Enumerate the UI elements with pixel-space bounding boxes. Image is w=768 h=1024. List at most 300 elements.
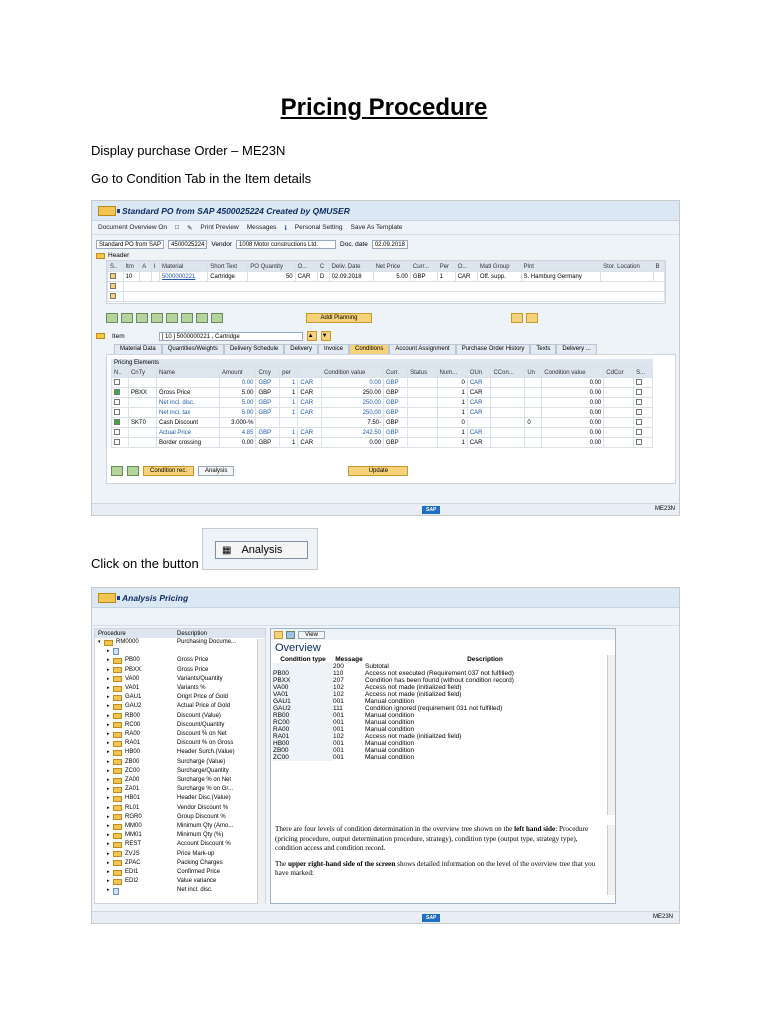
collapse-icon[interactable]	[526, 313, 538, 323]
pe-cv2: 0.00	[542, 438, 604, 448]
pe-col-header[interactable]: OUn	[467, 368, 491, 378]
item-col-header[interactable]: A	[140, 262, 151, 272]
procedure-code: EDI1	[125, 869, 139, 876]
pe-oun: CAR	[467, 428, 491, 438]
item-col-header[interactable]: Plnt	[521, 262, 601, 272]
item-col-header[interactable]: S..	[108, 262, 124, 272]
overview-row[interactable]	[273, 726, 605, 733]
tab-quantities-weights[interactable]: Quantities/Weights	[162, 344, 224, 354]
tab-delivery-[interactable]: Delivery ...	[556, 344, 596, 354]
tree-node[interactable]	[95, 647, 265, 656]
procedure-code: PBXX	[125, 666, 142, 673]
condition-type: ZB00	[273, 747, 333, 754]
window-title-bar	[92, 201, 679, 221]
row-status-icon	[114, 389, 120, 395]
procedure-description: Surcharge % on Gr...	[177, 786, 234, 793]
expand-arrow-icon[interactable]: ▸	[107, 767, 110, 774]
tab-invoice[interactable]: Invoice	[318, 344, 349, 354]
tab-purchase-order-history[interactable]: Purchase Order History	[456, 344, 531, 354]
po-quantity: 50	[248, 272, 295, 282]
table-icon: ▦	[222, 544, 232, 556]
pe-per: 1	[280, 428, 298, 438]
tree-node[interactable]	[95, 868, 265, 877]
tab-material-data[interactable]: Material Data	[114, 344, 162, 354]
pe-cval: 250.00	[322, 408, 384, 418]
pe-col-header[interactable]: CCon...	[491, 368, 525, 378]
expand-arrow-icon[interactable]: ▸	[107, 721, 110, 728]
item-col-header[interactable]: C	[317, 262, 329, 272]
procedure-description: Purchasing Docume...	[177, 639, 237, 645]
expand-arrow-icon[interactable]: ▸	[107, 685, 110, 692]
pe-uom: CAR	[298, 428, 322, 438]
detail-icon[interactable]	[106, 313, 118, 323]
pe-name: Cash Discount	[157, 418, 220, 428]
expand-arrow-icon[interactable]: ▸	[107, 731, 110, 738]
item-col-header[interactable]: B	[653, 262, 664, 272]
procedure-col: Procedure	[98, 630, 126, 637]
procedure-description: Surcharge % on Net	[177, 777, 232, 784]
prev-item-button[interactable]: ▲	[307, 331, 317, 341]
procedure-code: RC00	[125, 721, 141, 728]
expand-arrow-icon[interactable]: ▸	[107, 648, 110, 655]
tree-node[interactable]	[95, 666, 265, 675]
folder-icon	[113, 842, 122, 848]
pe-col-header[interactable]: Crcy	[256, 368, 280, 378]
procedure-description: Price Mark-up	[177, 850, 215, 857]
message-code: 001	[333, 719, 344, 726]
row-status-icon	[114, 399, 120, 405]
condition-type: PB00	[273, 670, 333, 677]
condition-type: ZC00	[273, 754, 333, 761]
item-overview-table	[106, 260, 666, 304]
expand-arrow-icon[interactable]: ▸	[107, 869, 110, 876]
doc-overview-button[interactable]: Document Overview On	[98, 224, 167, 231]
expand-arrow-icon[interactable]: ▸	[107, 878, 110, 885]
procedure-description: Actual Price of Gold	[177, 703, 231, 710]
pe-cnty: PBXX	[128, 388, 156, 398]
vendor-label: Vendor	[211, 240, 233, 248]
expand-tree-icon[interactable]	[274, 631, 283, 639]
info-paragraph-1: There are four levels of condition determination in the overview tree shown on the left hand side: Procedure (pricing procedure, output determination procedure, strategy), condition type (output type, strategy type), condition access and condition record.	[275, 825, 589, 852]
message-code: 001	[333, 740, 344, 747]
addl-planning-button[interactable]: Addl Planning	[306, 313, 372, 323]
procedure-code: MM00	[125, 823, 142, 830]
info-paragraph-2: The upper right-hand side of the screen shows detailed information on the level of the overview tree that you have marked:	[275, 859, 596, 877]
tree-node[interactable]	[95, 804, 265, 813]
procedure-code: RA01	[125, 740, 141, 747]
messages-button[interactable]: Messages	[246, 224, 277, 231]
plant: S. Hamburg Germany	[521, 272, 601, 282]
procedure-code: ZPAC	[125, 859, 141, 866]
pricing-row[interactable]	[112, 378, 653, 388]
procedure-description: Origrl Price of Gold	[177, 694, 229, 701]
pe-col-header[interactable]: Amount	[219, 368, 256, 378]
cond-insert-icon[interactable]	[127, 466, 139, 476]
docdate-field[interactable]: 02.09.2018	[372, 240, 408, 249]
transaction-code: ME23N	[654, 506, 675, 512]
item-col-header[interactable]: Short Text	[208, 262, 248, 272]
tree-node[interactable]	[95, 684, 265, 693]
overview-row[interactable]	[273, 698, 605, 705]
condition-type	[273, 663, 333, 670]
print-icon[interactable]	[211, 313, 223, 323]
pricing-row[interactable]	[112, 428, 653, 438]
pe-name	[157, 378, 220, 388]
pe-num: 1	[437, 408, 467, 418]
sort-asc-icon[interactable]	[166, 313, 178, 323]
expand-arrow-icon[interactable]: ▸	[107, 758, 110, 765]
procedure-description: Header Disc.(Value)	[177, 795, 231, 802]
folder-icon	[113, 805, 122, 811]
item-col-header[interactable]: O...	[295, 262, 317, 272]
overview-col-header[interactable]: Message	[335, 656, 363, 663]
expand-arrow-icon[interactable]: ▸	[107, 804, 110, 811]
folder-icon	[113, 704, 122, 710]
overview-col-header[interactable]: Condition type	[280, 656, 326, 663]
pe-col-header[interactable]: Name	[157, 368, 220, 378]
pe-col-header[interactable]: S...	[634, 368, 653, 378]
statistical-checkbox[interactable]	[636, 439, 642, 445]
tab-texts[interactable]: Texts	[530, 344, 556, 354]
copy-icon[interactable]	[151, 313, 163, 323]
condition-type: RB00	[273, 712, 333, 719]
pe-num: 1	[437, 388, 467, 398]
procedure-description: Net incl. disc.	[177, 887, 213, 894]
pe-oun: CAR	[467, 388, 491, 398]
save-template-button[interactable]: Save As Template	[350, 224, 403, 231]
tree-node[interactable]	[95, 794, 265, 803]
procedure-code: HB01	[125, 795, 141, 802]
tree-node[interactable]	[95, 886, 265, 895]
item-col-header[interactable]: Deliv. Date	[329, 262, 373, 272]
overview-row[interactable]	[273, 740, 605, 747]
expand-arrow-icon[interactable]: ▸	[107, 850, 110, 857]
item-col-header[interactable]: PO Quantity	[248, 262, 295, 272]
item-col-header[interactable]: Per	[437, 262, 455, 272]
message-description: Manual condition	[365, 712, 415, 719]
analysis-pricing-window	[91, 587, 680, 924]
tree-node[interactable]	[95, 767, 265, 776]
procedure-description: Discount % on Net	[177, 731, 227, 738]
statistical-checkbox[interactable]	[636, 399, 642, 405]
item-table	[107, 261, 665, 302]
pe-col-header[interactable]: Curr.	[384, 368, 408, 378]
tree-node[interactable]	[95, 730, 265, 739]
procedure-description: Surcharge (Value)	[177, 758, 226, 765]
tree-node[interactable]	[95, 859, 265, 868]
select-all-icon[interactable]	[121, 313, 133, 323]
expand-arrow-icon[interactable]: ▸	[107, 777, 110, 784]
pe-col-header[interactable]: Condition value	[322, 368, 384, 378]
analysis-button-illustration	[202, 528, 318, 570]
statistical-checkbox[interactable]	[636, 419, 642, 425]
item-col-header[interactable]: Stor. Location	[601, 262, 653, 272]
tree-node[interactable]	[95, 638, 265, 647]
tab-delivery-schedule[interactable]: Delivery Schedule	[224, 344, 284, 354]
tree-node[interactable]	[95, 712, 265, 721]
pe-col-header[interactable]: Un	[525, 368, 542, 378]
statistical-checkbox[interactable]	[636, 389, 642, 395]
tab-conditions[interactable]: Conditions	[349, 344, 389, 354]
expand-arrow-icon[interactable]: ▸	[107, 795, 110, 802]
expand-arrow-icon[interactable]: ▸	[107, 740, 110, 747]
pe-cv2: 0.00	[542, 408, 604, 418]
pe-per: 1	[280, 398, 298, 408]
item-col-header[interactable]: Matl Group	[477, 262, 521, 272]
pe-amount: 4.85	[219, 428, 256, 438]
message-code: 207	[333, 677, 344, 684]
procedure-description: Packing Charges	[177, 859, 223, 866]
overview-col-header[interactable]: Description	[467, 656, 503, 663]
procedure-code: MM01	[125, 832, 142, 839]
pe-col-header[interactable]	[298, 368, 322, 378]
tree-node[interactable]	[95, 748, 265, 757]
pe-curr: GBP	[384, 408, 408, 418]
edit-icon[interactable]: ✎	[186, 224, 193, 232]
procedure-code: ZVJS	[125, 850, 140, 857]
tree-node[interactable]	[95, 693, 265, 702]
message-code: 110	[333, 670, 344, 677]
tree-node[interactable]	[95, 877, 265, 886]
overview-row[interactable]	[273, 691, 605, 698]
expand-arrow-icon[interactable]: ▸	[107, 859, 110, 866]
expand-arrow-icon[interactable]: ▸	[107, 786, 110, 793]
message-description: Manual condition	[365, 726, 415, 733]
expand-arrow-icon[interactable]: ▸	[107, 675, 110, 682]
pe-per: 1	[280, 438, 298, 448]
message-code: 001	[333, 698, 344, 705]
expand-arrow-icon[interactable]: ▸	[107, 703, 110, 710]
message-description: Manual condition	[365, 719, 415, 726]
procedure-description: Value variance	[177, 878, 217, 885]
pe-col-header[interactable]: N..	[112, 368, 129, 378]
header-section[interactable]	[92, 251, 679, 260]
overview-row[interactable]	[273, 719, 605, 726]
pe-uom	[298, 418, 322, 428]
tree-node[interactable]	[95, 776, 265, 785]
pe-name: Border crossing	[157, 438, 220, 448]
next-item-button[interactable]: ▼	[321, 331, 331, 341]
order-unit: CAR	[295, 272, 317, 282]
pricing-row[interactable]	[112, 408, 653, 418]
item-number: 10	[123, 272, 140, 282]
procedure-description: Vendor Discount %	[177, 804, 229, 811]
pe-num: 0	[437, 378, 467, 388]
sap-menu-icon-2[interactable]	[98, 593, 116, 603]
condition-type: RA01	[273, 733, 333, 740]
overview-row[interactable]	[273, 670, 605, 677]
filter-icon[interactable]	[196, 313, 208, 323]
procedure-code: RM0000	[116, 639, 139, 645]
row-status-icon	[114, 439, 120, 445]
procedure-description: Group Discount %	[177, 813, 226, 820]
folder-icon	[113, 667, 122, 673]
item-col-header[interactable]: Itm	[123, 262, 140, 272]
sort-desc-icon[interactable]	[181, 313, 193, 323]
legend-icon[interactable]	[286, 631, 295, 639]
overview-row[interactable]	[273, 712, 605, 719]
tab-delivery[interactable]: Delivery	[284, 344, 318, 354]
procedure-description: Account Discount %	[177, 841, 231, 848]
tree-scrollbar[interactable]	[257, 639, 265, 904]
po-type-select[interactable]: Standard PO from SAP	[96, 240, 164, 249]
pe-uom: CAR	[298, 398, 322, 408]
material-number[interactable]: 5000000221	[159, 272, 207, 282]
row-status-icon	[114, 429, 120, 435]
item-folder-icon	[96, 333, 105, 339]
procedure-code: VA01	[125, 685, 140, 692]
tree-node[interactable]	[95, 721, 265, 730]
overview-row[interactable]	[273, 663, 605, 670]
update-button[interactable]: Update	[348, 466, 408, 476]
tree-node[interactable]	[95, 850, 265, 859]
tab-account-assignment[interactable]: Account Assignment	[389, 344, 455, 354]
expand-arrow-icon[interactable]: ▸	[107, 749, 110, 756]
message-code: 001	[333, 747, 344, 754]
folder-icon	[113, 814, 122, 820]
pe-cv2: 0.00	[542, 418, 604, 428]
folder-icon	[113, 796, 122, 802]
personal-setting-button[interactable]: Personal Setting	[294, 224, 343, 231]
procedure-code: RB00	[125, 712, 141, 719]
expand-icon[interactable]	[511, 313, 523, 323]
condition-type: RA00	[273, 726, 333, 733]
statistical-checkbox[interactable]	[636, 379, 642, 385]
condition-rec-button[interactable]: Condition rec.	[143, 466, 194, 476]
conditions-panel	[106, 354, 676, 484]
pe-col-header[interactable]: per	[280, 368, 298, 378]
folder-icon	[113, 851, 122, 857]
pe-col-header[interactable]: Num...	[437, 368, 467, 378]
overview-row[interactable]	[273, 684, 605, 691]
condition-type: PBXX	[273, 677, 333, 684]
folder-icon	[113, 741, 122, 747]
overview-row[interactable]	[273, 705, 605, 712]
pricing-row[interactable]	[112, 398, 653, 408]
expand-arrow-icon[interactable]: ▸	[107, 712, 110, 719]
message-code: 001	[333, 754, 344, 761]
pe-col-header[interactable]: CnTy	[128, 368, 156, 378]
overview-row[interactable]	[273, 747, 605, 754]
view-button[interactable]: View	[298, 631, 325, 639]
new-doc-icon[interactable]: □	[175, 224, 179, 231]
message-code: 102	[333, 684, 344, 691]
print-preview-button[interactable]: Print Preview	[200, 224, 239, 231]
tree-node[interactable]	[95, 758, 265, 767]
cond-detail-icon[interactable]	[111, 466, 123, 476]
message-description: Access not made (initialized field)	[365, 733, 462, 740]
pe-col-header[interactable]: Condition value	[542, 368, 604, 378]
message-description: Manual condition	[365, 747, 415, 754]
item-select[interactable]: [ 10 ] 5000000221 , Cartridge	[159, 332, 303, 341]
tree-node[interactable]	[95, 785, 265, 794]
pe-cnty	[128, 398, 156, 408]
pe-cnty: SKT0	[128, 418, 156, 428]
pricing-row[interactable]	[112, 438, 653, 448]
analysis-button-label: Analysis	[241, 544, 283, 556]
pe-curr: GBP	[384, 388, 408, 398]
tree-node[interactable]	[95, 831, 265, 840]
pe-curr: GBP	[384, 378, 408, 388]
overview-row[interactable]	[273, 733, 605, 740]
procedure-code: ZA01	[125, 786, 140, 793]
pe-name: Net incl. tax	[157, 408, 220, 418]
pe-oun	[467, 418, 491, 428]
analysis-button-large[interactable]	[215, 541, 308, 559]
item-col-header[interactable]: I	[151, 262, 159, 272]
info-icon[interactable]: ℹ	[284, 224, 287, 232]
status-bar-2	[92, 911, 679, 923]
pe-amount: 5.00	[219, 388, 256, 398]
overview-row[interactable]	[273, 677, 605, 684]
pricing-row[interactable]	[112, 418, 653, 428]
instruction-2: Go to Condition Tab in the Item details	[91, 171, 312, 186]
pe-crcy: GBP	[256, 428, 280, 438]
item-col-header[interactable]: Material	[159, 262, 207, 272]
expand-arrow-icon[interactable]: ▸	[107, 841, 110, 848]
deliv-cat: D	[317, 272, 329, 282]
page-title: Pricing Procedure	[280, 94, 488, 121]
condition-type: VA01	[273, 691, 333, 698]
expand-arrow-icon[interactable]: ▸	[107, 887, 110, 894]
message-description: Access not made (initialized field)	[365, 684, 462, 691]
expand-arrow-icon[interactable]: ▸	[107, 832, 110, 839]
tree-node[interactable]	[95, 675, 265, 684]
po-display-window	[91, 200, 680, 516]
overview-scrollbar[interactable]	[607, 655, 615, 815]
tree-node[interactable]	[95, 739, 265, 748]
item-col-header[interactable]: Curr...	[410, 262, 437, 272]
vendor-field[interactable]: 1008 Motor constructions Ltd.	[236, 240, 336, 249]
sap-logo-2: SAP	[422, 914, 440, 922]
pe-col-header[interactable]: CdCur	[604, 368, 634, 378]
pricing-elements-table	[111, 367, 653, 448]
expand-arrow-icon[interactable]: ▸	[107, 813, 110, 820]
instruction-1: Display purchase Order – ME23N	[91, 143, 286, 158]
expand-arrow-icon[interactable]: ▸	[107, 657, 110, 664]
overview-row[interactable]	[273, 754, 605, 761]
info-scrollbar[interactable]	[607, 825, 615, 895]
procedure-description: Discount % on Gross	[177, 740, 234, 747]
statistical-checkbox[interactable]	[636, 429, 642, 435]
tree-header	[95, 629, 265, 638]
pe-crcy: GBP	[256, 398, 280, 408]
tree-node[interactable]	[95, 656, 265, 665]
statistical-checkbox[interactable]	[636, 409, 642, 415]
expand-arrow-icon[interactable]: ▸	[107, 823, 110, 830]
pe-col-header[interactable]: Status	[408, 368, 437, 378]
expand-arrow-icon[interactable]: ▸	[107, 694, 110, 701]
item-row[interactable]	[108, 272, 665, 282]
tree-node[interactable]	[95, 840, 265, 849]
procedure-description: Gross Price	[177, 657, 209, 664]
tree-node[interactable]	[95, 813, 265, 822]
tree-node[interactable]	[95, 822, 265, 831]
analysis-button[interactable]: Analysis	[198, 466, 234, 476]
folder-icon	[113, 676, 122, 682]
condition-type: RC00	[273, 719, 333, 726]
item-col-header[interactable]: Net Price	[373, 262, 410, 272]
message-code: 001	[333, 712, 344, 719]
sap-menu-icon[interactable]	[98, 206, 116, 216]
deselect-icon[interactable]	[136, 313, 148, 323]
application-toolbar	[92, 221, 679, 235]
expand-arrow-icon[interactable]: ▸	[107, 666, 110, 673]
tree-node[interactable]	[95, 702, 265, 711]
item-col-header[interactable]: O...	[455, 262, 477, 272]
pricing-row[interactable]	[112, 388, 653, 398]
expand-arrow-icon[interactable]: ▾	[98, 639, 101, 645]
